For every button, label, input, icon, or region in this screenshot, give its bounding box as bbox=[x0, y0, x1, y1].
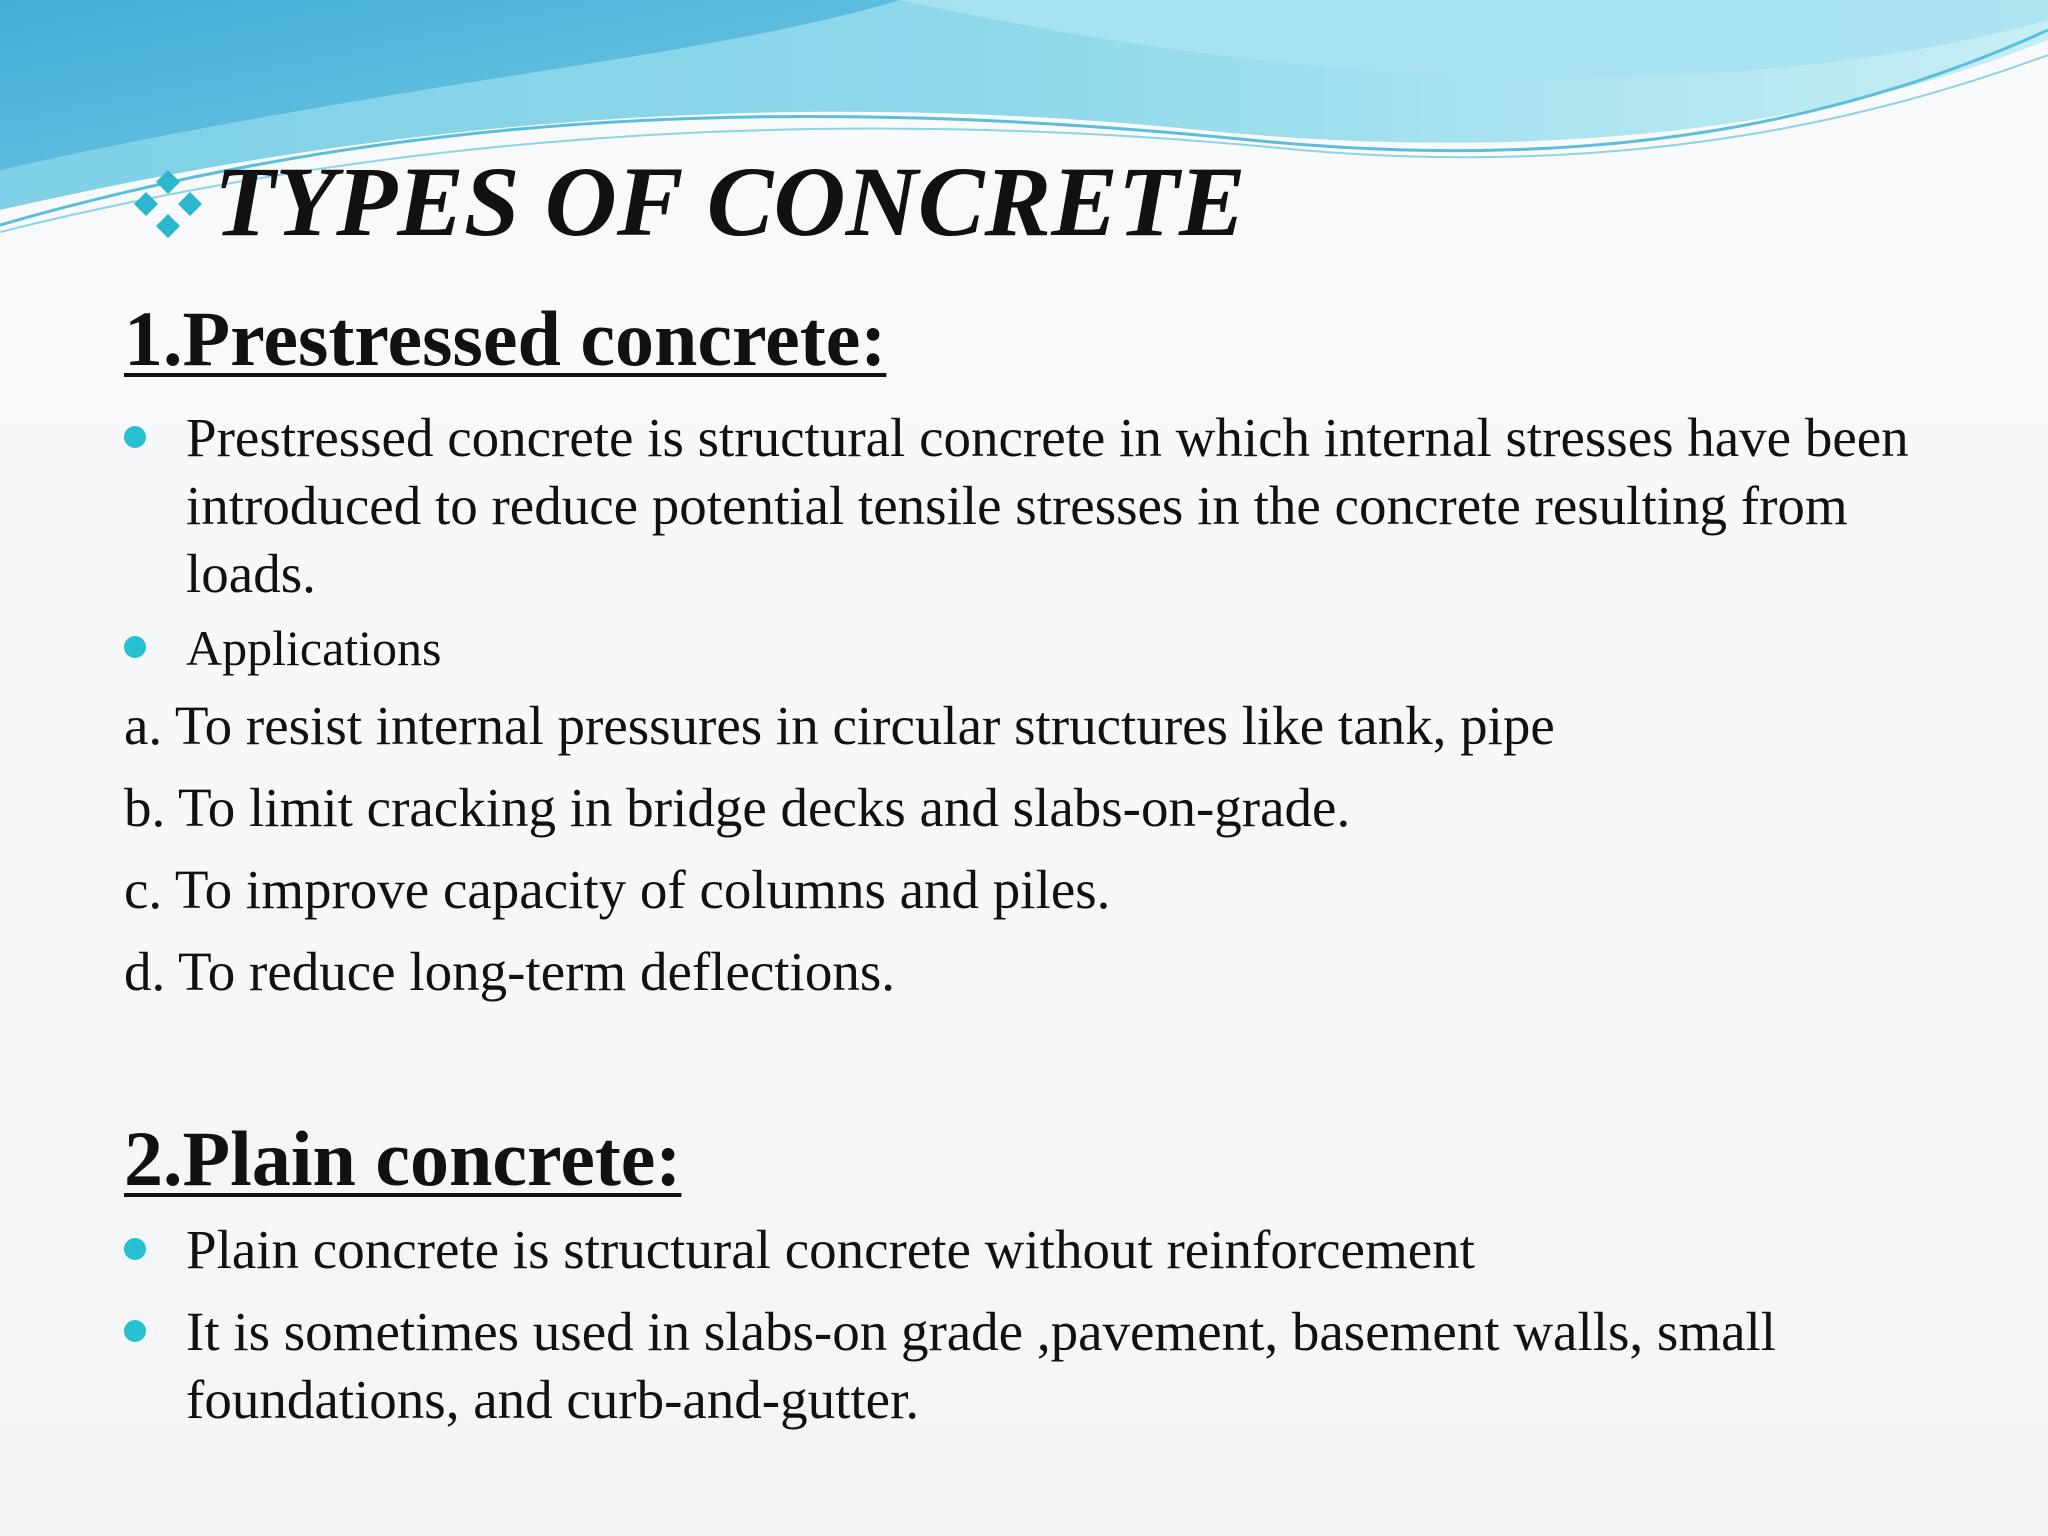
application-item-d: d. To reduce long-term deflections. bbox=[124, 941, 895, 1002]
bullet-text: Prestressed concrete is structural concrete in which internal stresses have been introduced to reduce potential tensile stresses in the concrete resulting from loads. bbox=[186, 407, 1909, 604]
bullet-dot-icon bbox=[124, 1238, 146, 1260]
application-item-b: b. To limit cracking in bridge decks and slabs-on-grade. bbox=[124, 777, 1351, 838]
bullet-dot-icon bbox=[124, 426, 146, 448]
slide-title-text: TYPES OF CONCRETE bbox=[214, 146, 1246, 257]
bullet-text: Applications bbox=[186, 620, 442, 676]
application-item-c: c. To improve capacity of columns and piles. bbox=[124, 859, 1111, 920]
bullet-dot-icon bbox=[124, 1320, 146, 1342]
four-diamond-icon bbox=[128, 164, 208, 244]
section-heading-plain: 2.Plain concrete: bbox=[124, 1115, 682, 1202]
application-item-a: a. To resist internal pressures in circular structures like tank, pipe bbox=[124, 695, 1555, 756]
section-heading-prestressed: 1.Prestressed concrete: bbox=[124, 295, 887, 382]
bullet-dot-icon bbox=[124, 636, 146, 658]
bullet-text: Plain concrete is structural concrete without reinforcement bbox=[186, 1219, 1475, 1280]
bullet-plain-uses bbox=[124, 1298, 1924, 1434]
slide-title bbox=[128, 146, 1246, 257]
bullet-prestressed-definition bbox=[124, 404, 1924, 608]
bullet-text: It is sometimes used in slabs-on grade ,pavement, basement walls, small foundations, and curb-and-gutter. bbox=[186, 1301, 1777, 1430]
bullet-plain-definition bbox=[124, 1216, 1924, 1284]
bullet-applications bbox=[124, 614, 1924, 682]
